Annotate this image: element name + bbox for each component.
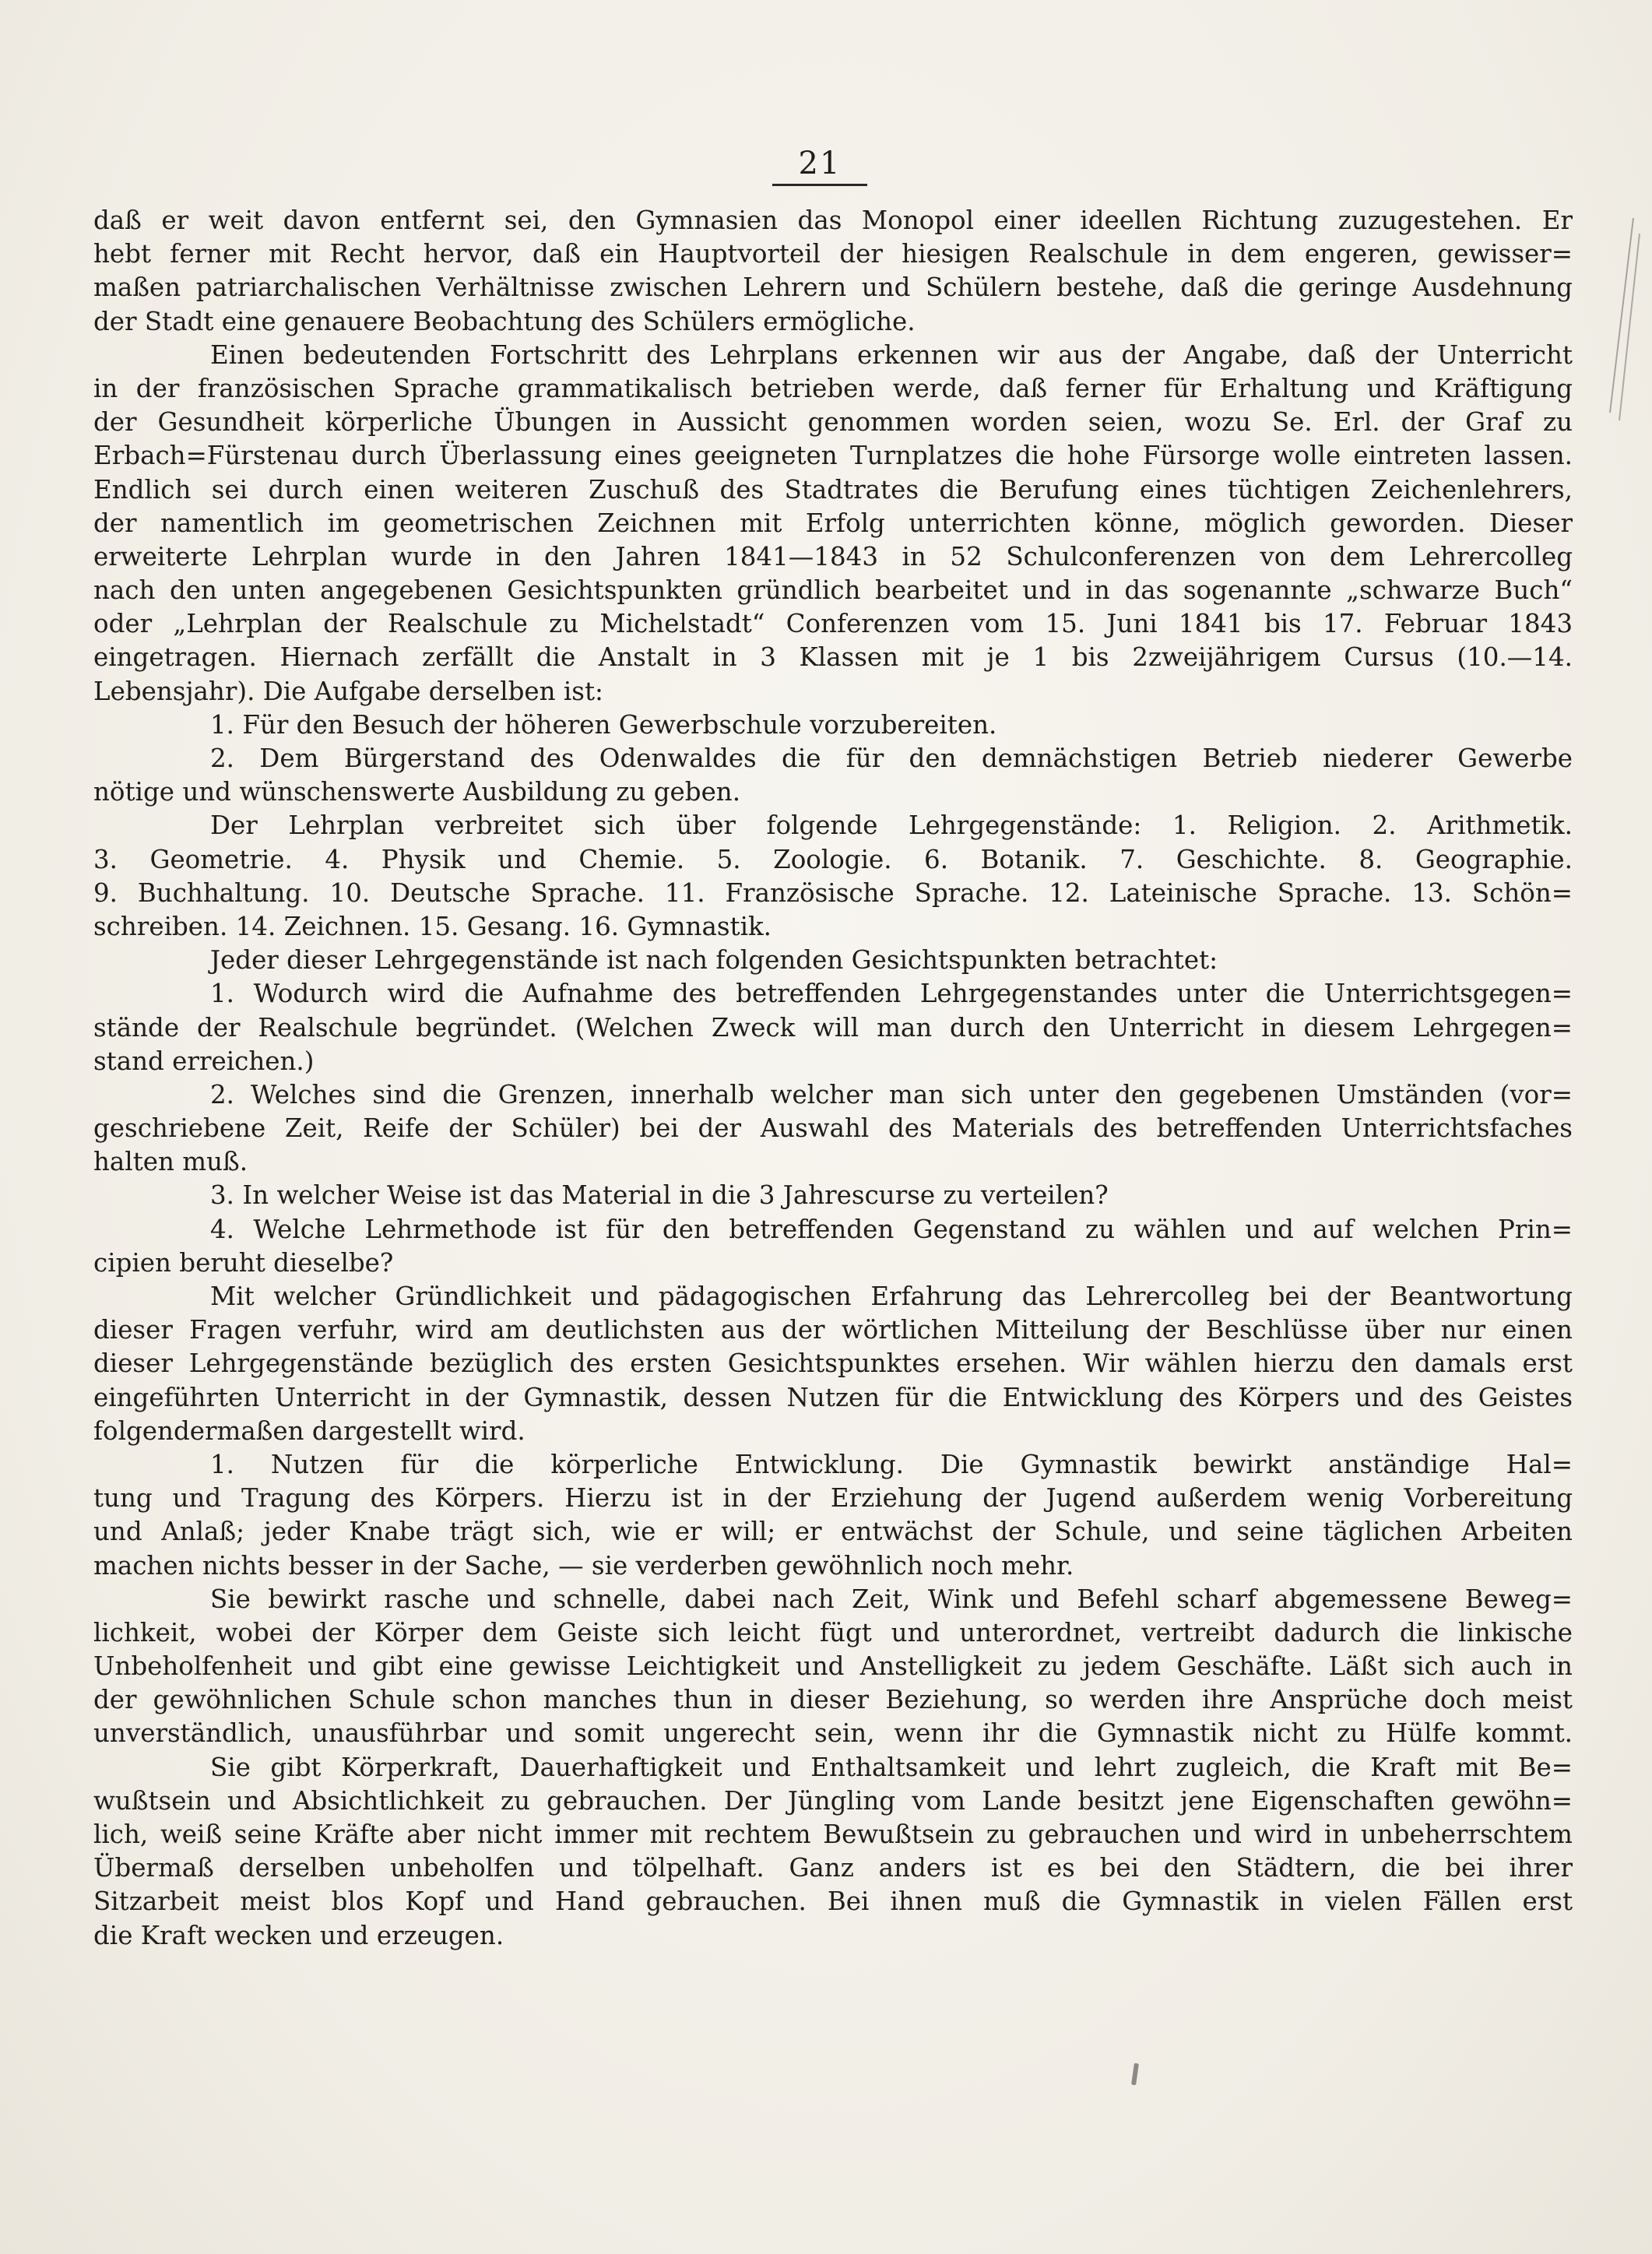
text-line: dieser Lehrgegenstände bezüglich des ersten Gesichtspunktes ersehen. Wir wählen hierzu den damals erst (93, 1349, 1573, 1379)
text-line: in der französischen Sprache grammatikalisch betrieben werde, daß ferner für Erhaltung und Kräftigung (93, 373, 1573, 403)
text-line: daß er weit davon entfernt sei, den Gymnasien das Monopol einer ideellen Richtung zuzugestehen. Er (93, 206, 1573, 235)
text-line: nach den unten angegebenen Gesichtspunkten gründlich bearbeitet und in das sogenannte „schwarze Buch“ (93, 575, 1573, 606)
text-line: schreiben. 14. Zeichnen. 15. Gesang. 16. Gymnastik. (93, 911, 772, 941)
list-item: 3. In welcher Weise ist das Material in die 3 Jahrescurse zu verteilen? (210, 1180, 1109, 1211)
stray-ink-mark (1131, 2063, 1139, 2086)
text-line: lichkeit, wobei der Körper dem Geiste sich leicht fügt und unterordnet, vertreibt dadurch die linkische (93, 1617, 1573, 1647)
list-item: 1. Wodurch wird die Aufnahme des betreffenden Lehrgegenstandes unter die Unterrichtsgegen= (210, 979, 1573, 1009)
text-line: geschriebene Zeit, Reife der Schüler) bei der Auswahl des Materials des betreffenden Unterrichtsfaches (93, 1113, 1573, 1144)
text-line: Einen bedeutenden Fortschritt des Lehrplans erkennen wir aus der Angabe, daß der Unterricht (210, 339, 1573, 370)
text-line: Endlich sei durch einen weiteren Zuschuß des Stadtrates die Berufung eines tüchtigen Zeichenlehrers, (93, 474, 1573, 505)
text-line: der Gesundheit körperliche Übungen in Aussicht genommen worden seien, wozu Se. Erl. der Graf zu (93, 407, 1573, 438)
text-line: folgendermaßen dargestellt wird. (93, 1415, 525, 1446)
list-item: 2. Welches sind die Grenzen, innerhalb welcher man sich unter den gegebenen Umständen (vor= (210, 1079, 1573, 1109)
text-line: eingeführten Unterricht in der Gymnastik, dessen Nutzen für die Entwicklung des Körpers und des Geistes (93, 1382, 1573, 1412)
text-line: dieser Fragen verfuhr, wird am deutlichsten aus der wörtlichen Mitteilung der Beschlüsse über nur einen (93, 1315, 1573, 1345)
text-line: erweiterte Lehrplan wurde in den Jahren 1841—1843 in 52 Schulconferenzen von dem Lehrercolleg (93, 541, 1573, 571)
text-line: unverständlich, unausführbar und somit ungerecht sein, wenn ihr die Gymnastik nicht zu Hülfe kommt. (93, 1718, 1573, 1749)
text-line: halten muß. (93, 1147, 248, 1177)
text-line: der Stadt eine genauere Beobachtung des Schülers ermögliche. (93, 306, 916, 336)
list-item: 2. Dem Bürgerstand des Odenwaldes die für den demnächstigen Betrieb niederer Gewerbe (210, 744, 1573, 773)
text-line: maßen patriarchalischen Verhältnisse zwischen Lehrern und Schülern bestehe, daß die geringe Ausdehnung (93, 273, 1573, 303)
text-line: und Anlaß; jeder Knabe trägt sich, wie er will; er entwächst der Schule, und seine täglichen Arbeiten (93, 1517, 1573, 1547)
text-line: Erbach=Fürstenau durch Überlassung eines geeigneten Turnplatzes die hohe Fürsorge wolle eintreten lassen. (93, 441, 1573, 471)
text-line: oder „Lehrplan der Realschule zu Michelstadt“ Conferenzen vom 15. Juni 1841 bis 17. Februar 1843 (93, 609, 1573, 639)
text-line: Sitzarbeit meist blos Kopf und Hand gebrauchen. Bei ihnen muß die Gymnastik in vielen Fällen erst (93, 1887, 1573, 1917)
section-heading-line: 1. Nutzen für die körperliche Entwicklung. Die Gymnastik bewirkt anständige Hal= (210, 1449, 1573, 1479)
text-line: Der Lehrplan verbreitet sich über folgende Lehrgegenstände: 1. Religion. 2. Arithmetik. (210, 811, 1573, 841)
text-line: Mit welcher Gründlichkeit und pädagogischen Erfahrung das Lehrercolleg bei der Beantwortung (210, 1282, 1573, 1311)
text-line: cipien beruht dieselbe? (93, 1247, 394, 1278)
margin-pencil-marks (1596, 210, 1643, 428)
list-item: 1. Für den Besuch der höheren Gewerbschule vorzubereiten. (210, 709, 997, 740)
text-line: nötige und wünschenswerte Ausbildung zu geben. (93, 777, 741, 807)
text-line: die Kraft wecken und erzeugen. (93, 1920, 504, 1950)
text-line: machen nichts besser in der Sache, — sie verderben gewöhnlich noch mehr. (93, 1550, 1074, 1581)
text-line: 9. Buchhaltung. 10. Deutsche Sprache. 11. Französische Sprache. 12. Lateinische Sprache. 13. Schön= (93, 877, 1573, 908)
text-line: Lebensjahr). Die Aufgabe derselben ist: (93, 676, 603, 706)
list-item: 4. Welche Lehrmethode ist für den betreffenden Gegenstand zu wählen und auf welchen Prin= (210, 1214, 1573, 1244)
page-number: 21 (798, 146, 842, 181)
text-line: der namentlich im geometrischen Zeichnen mit Erfolg unterrichten könne, möglich geworden. Dieser (93, 508, 1573, 538)
text-line: Übermaß derselben unbeholfen und tölpelhaft. Ganz anders ist es bei den Städtern, die bei ihrer (93, 1853, 1573, 1883)
text-line: Sie gibt Körperkraft, Dauerhaftigkeit und Enthaltsamkeit und lehrt zugleich, die Kraft mit Be= (210, 1752, 1573, 1782)
text-line: lich, weiß seine Kräfte aber nicht immer mit rechtem Bewußtsein zu gebrauchen und wird in unbeherrschtem (93, 1820, 1573, 1849)
text-line: eingetragen. Hiernach zerfällt die Anstalt in 3 Klassen mit je 1 bis 2zweijährigem Cursus (10.—14. (93, 642, 1573, 673)
text-line: hebt ferner mit Recht hervor, daß ein Hauptvorteil der hiesigen Realschule in dem engeren, gewisser= (93, 239, 1573, 269)
page-number-underline (772, 184, 867, 186)
text-line: wußtsein und Absichtlichkeit zu gebrauchen. Der Jüngling vom Lande besitzt jene Eigenschaften gewöhn= (93, 1785, 1573, 1816)
body-text (93, 204, 1573, 1953)
text-line: der gewöhnlichen Schule schon manches thun in dieser Beziehung, so werden ihre Ansprüche doch meist (93, 1685, 1573, 1715)
text-line: stand erreichen.) (93, 1046, 315, 1076)
text-line: Unbeholfenheit und gibt eine gewisse Leichtigkeit und Anstelligkeit zu jedem Geschäfte. Läßt sich auch in (93, 1651, 1573, 1682)
text-line: 3. Geometrie. 4. Physik und Chemie. 5. Zoologie. 6. Botanik. 7. Geschichte. 8. Geographie. (93, 844, 1573, 874)
text-line: Sie bewirkt rasche und schnelle, dabei nach Zeit, Wink und Befehl scharf abgemessene Beweg= (210, 1584, 1573, 1614)
text-line: Jeder dieser Lehrgegenstände ist nach folgenden Gesichtspunkten betrachtet: (210, 945, 1218, 976)
text-line: tung und Tragung des Körpers. Hierzu ist in der Erziehung der Jugend außerdem wenig Vorbereitung (93, 1483, 1573, 1514)
text-line: stände der Realschule begründet. (Welchen Zweck will man durch den Unterricht in diesem Lehrgegen= (93, 1012, 1573, 1043)
